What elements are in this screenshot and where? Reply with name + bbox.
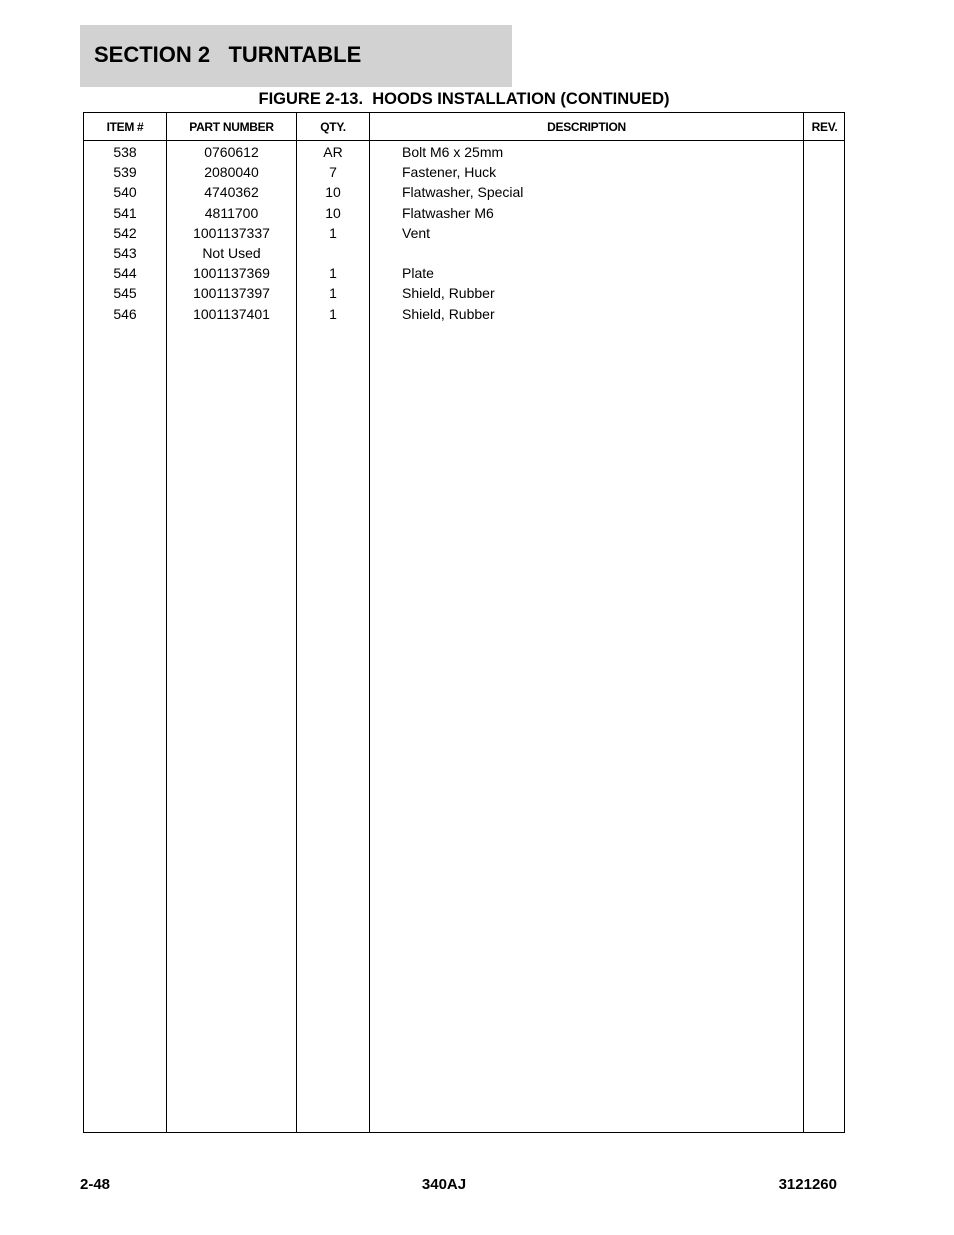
figure-title: FIGURE 2-13. HOODS INSTALLATION (CONTINUED) [258,90,670,108]
item-cell: 540 [113,184,137,201]
rev-cell [804,142,845,162]
description-cells [370,141,803,324]
part-number-column [167,113,297,1132]
qty-cell: 7 [329,164,337,181]
qty-cells [297,141,369,324]
qty-cell: 1 [329,224,337,241]
rev-cell [804,203,845,223]
item-column [84,113,167,1132]
qty-cell: AR [323,144,343,160]
rev-cell [804,223,845,243]
parts-table [83,112,845,1133]
item-column-header: ITEM # [84,113,166,141]
part-number-cell: 1001137397 [193,285,270,302]
rev-cell [804,162,845,182]
item-cell: 543 [113,244,137,261]
description-column [370,113,804,1132]
section-title: SECTION 2 TURNTABLE [94,42,362,67]
qty-cell: 10 [325,204,341,221]
part-number-cells [167,141,296,324]
item-cell: 545 [113,285,137,302]
rev-cell [804,283,845,303]
description-cell: Fastener, Huck [402,164,497,181]
rev-cell [804,304,845,324]
rev-cell [804,263,845,283]
description-cell: Plate [402,265,434,282]
description-column-header: DESCRIPTION [370,113,803,141]
part-number-cell: 1001137401 [193,305,270,322]
rev-column-header: REV. [804,113,845,141]
part-number-cell: Not Used [202,244,261,261]
qty-cell: 1 [329,265,337,282]
description-cell: Vent [402,224,431,241]
qty-cell: 1 [329,305,337,322]
section-header [80,25,512,87]
model-name: 340AJ [421,1176,467,1193]
item-cell: 538 [113,144,137,160]
qty-cell: 1 [329,285,337,302]
document-number: 3121260 [778,1176,837,1193]
rev-cell [804,243,845,263]
rev-cells [804,141,845,324]
part-number-cell: 2080040 [204,164,259,181]
rev-column [804,113,845,1132]
item-cell: 544 [113,265,137,282]
part-number-column-header: PART NUMBER [167,113,296,141]
page-number: 2-48 [80,1176,111,1193]
description-cell: Flatwasher M6 [402,204,494,221]
description-cell: Bolt M6 x 25mm [402,144,504,160]
item-cells [84,141,166,324]
part-number-cell: 1001137369 [193,265,270,282]
qty-cell [297,243,369,263]
rev-cell [804,182,845,202]
description-cell: Shield, Rubber [402,285,495,302]
description-cell: Shield, Rubber [402,305,495,322]
description-cell [370,243,803,263]
part-number-cell: 1001137337 [193,224,270,241]
item-cell: 539 [113,164,137,181]
part-number-cell: 4740362 [204,184,259,201]
qty-cell: 10 [325,184,341,201]
description-cell: Flatwasher, Special [402,184,524,201]
part-number-cell: 0760612 [204,144,259,160]
item-cell: 541 [113,204,137,221]
qty-column-header: QTY. [297,113,369,141]
item-cell: 546 [113,305,137,322]
qty-column [297,113,370,1132]
item-cell: 542 [113,224,137,241]
part-number-cell: 4811700 [204,204,259,221]
